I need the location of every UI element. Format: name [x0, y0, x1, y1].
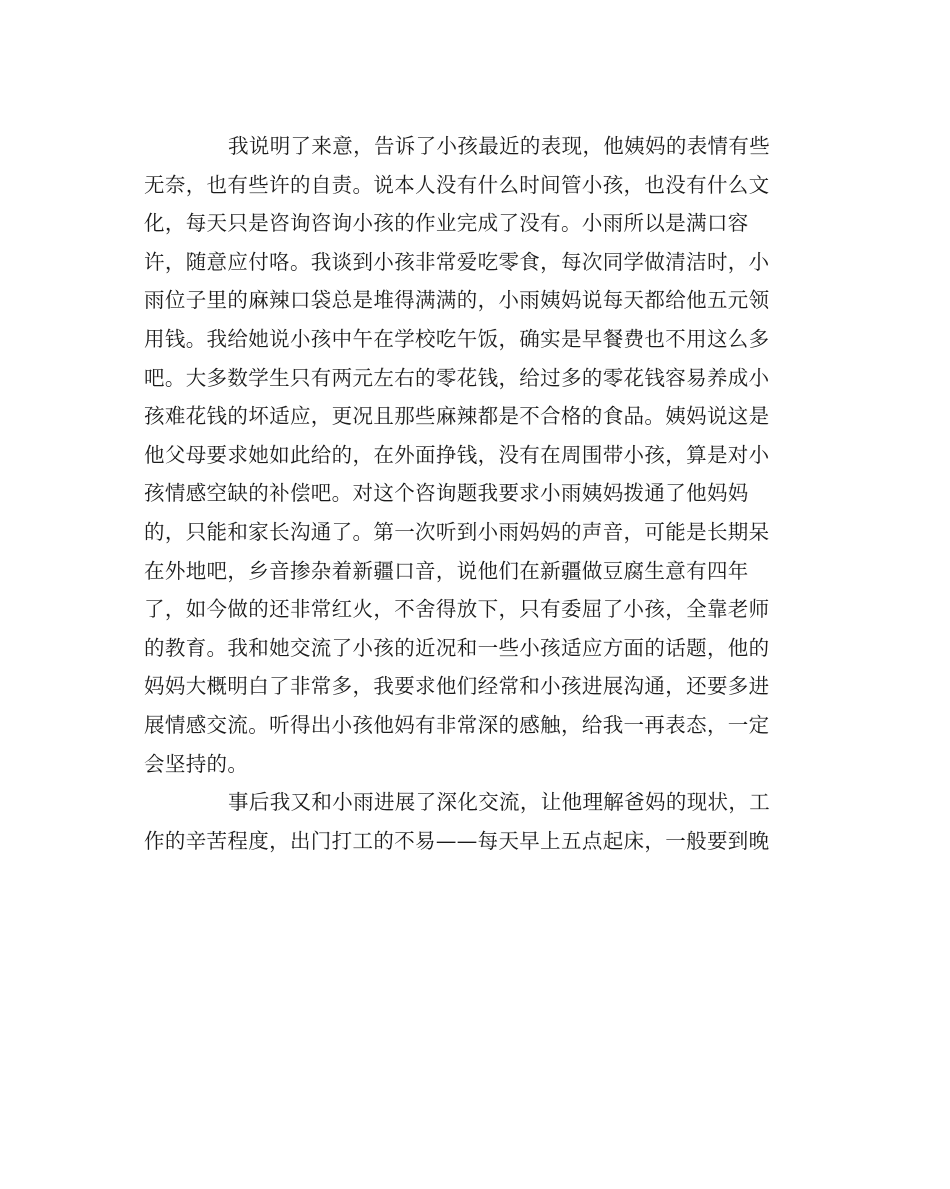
text-line: 妈妈大概明白了非常多，我要求他们经常和小孩进展沟通，还要多进 [144, 674, 770, 699]
text-line: 他父母要求她如此给的，在外面挣钱，没有在周围带小孩，算是对小 [144, 442, 770, 467]
paragraph-1 [144, 127, 804, 783]
text-line: 在外地吧，乡音掺杂着新疆口音，说他们在新疆做豆腐生意有四年 [144, 558, 749, 583]
text-line: 我说明了来意，告诉了小孩最近的表现，他姨妈的表情有些 [228, 134, 771, 158]
text-line: 作的辛苦程度，出门打工的不易——每天早上五点起床，一般要到晚 [144, 828, 770, 853]
text-line: 展情感交流。听得出小孩他妈有非常深的感触，给我一再表态，一定 [144, 712, 770, 737]
paragraph-2 [144, 783, 804, 860]
text-line: 孩难花钱的坏适应，更况且那些麻辣都是不合格的食品。姨妈说这是 [144, 404, 770, 429]
text-line: 无奈，也有些许的自责。说本人没有什么时间管小孩，也没有什么文 [144, 172, 770, 197]
text-line: 的教育。我和她交流了小孩的近况和一些小孩适应方面的话题，他的 [144, 635, 770, 660]
text-line: 事后我又和小雨进展了深化交流，让他理解爸妈的现状，工 [228, 790, 771, 815]
text-line: 的，只能和家长沟通了。第一次听到小雨妈妈的声音，可能是长期呆 [144, 519, 770, 544]
text-line: 了，如今做的还非常红火，不舍得放下，只有委屈了小孩，全靠老师 [144, 597, 770, 622]
text-line: 用钱。我给她说小孩中午在学校吃午饭，确实是早餐费也不用这么多 [144, 326, 770, 351]
text-line: 吧。大多数学生只有两元左右的零花钱，给过多的零花钱容易养成小 [144, 365, 770, 390]
body-text [144, 127, 804, 860]
text-line: 雨位子里的麻辣口袋总是堆得满满的，小雨姨妈说每天都给他五元领 [144, 288, 770, 313]
text-line: 孩情感空缺的补偿吧。对这个咨询题我要求小雨姨妈拨通了他妈妈 [144, 481, 749, 506]
text-line: 化，每天只是咨询咨询小孩的作业完成了没有。小雨所以是满口容 [144, 211, 749, 236]
text-line: 许，随意应付咯。我谈到小孩非常爱吃零食，每次同学做清洁时，小 [144, 249, 770, 274]
text-line: 会坚持的。 [144, 751, 249, 776]
